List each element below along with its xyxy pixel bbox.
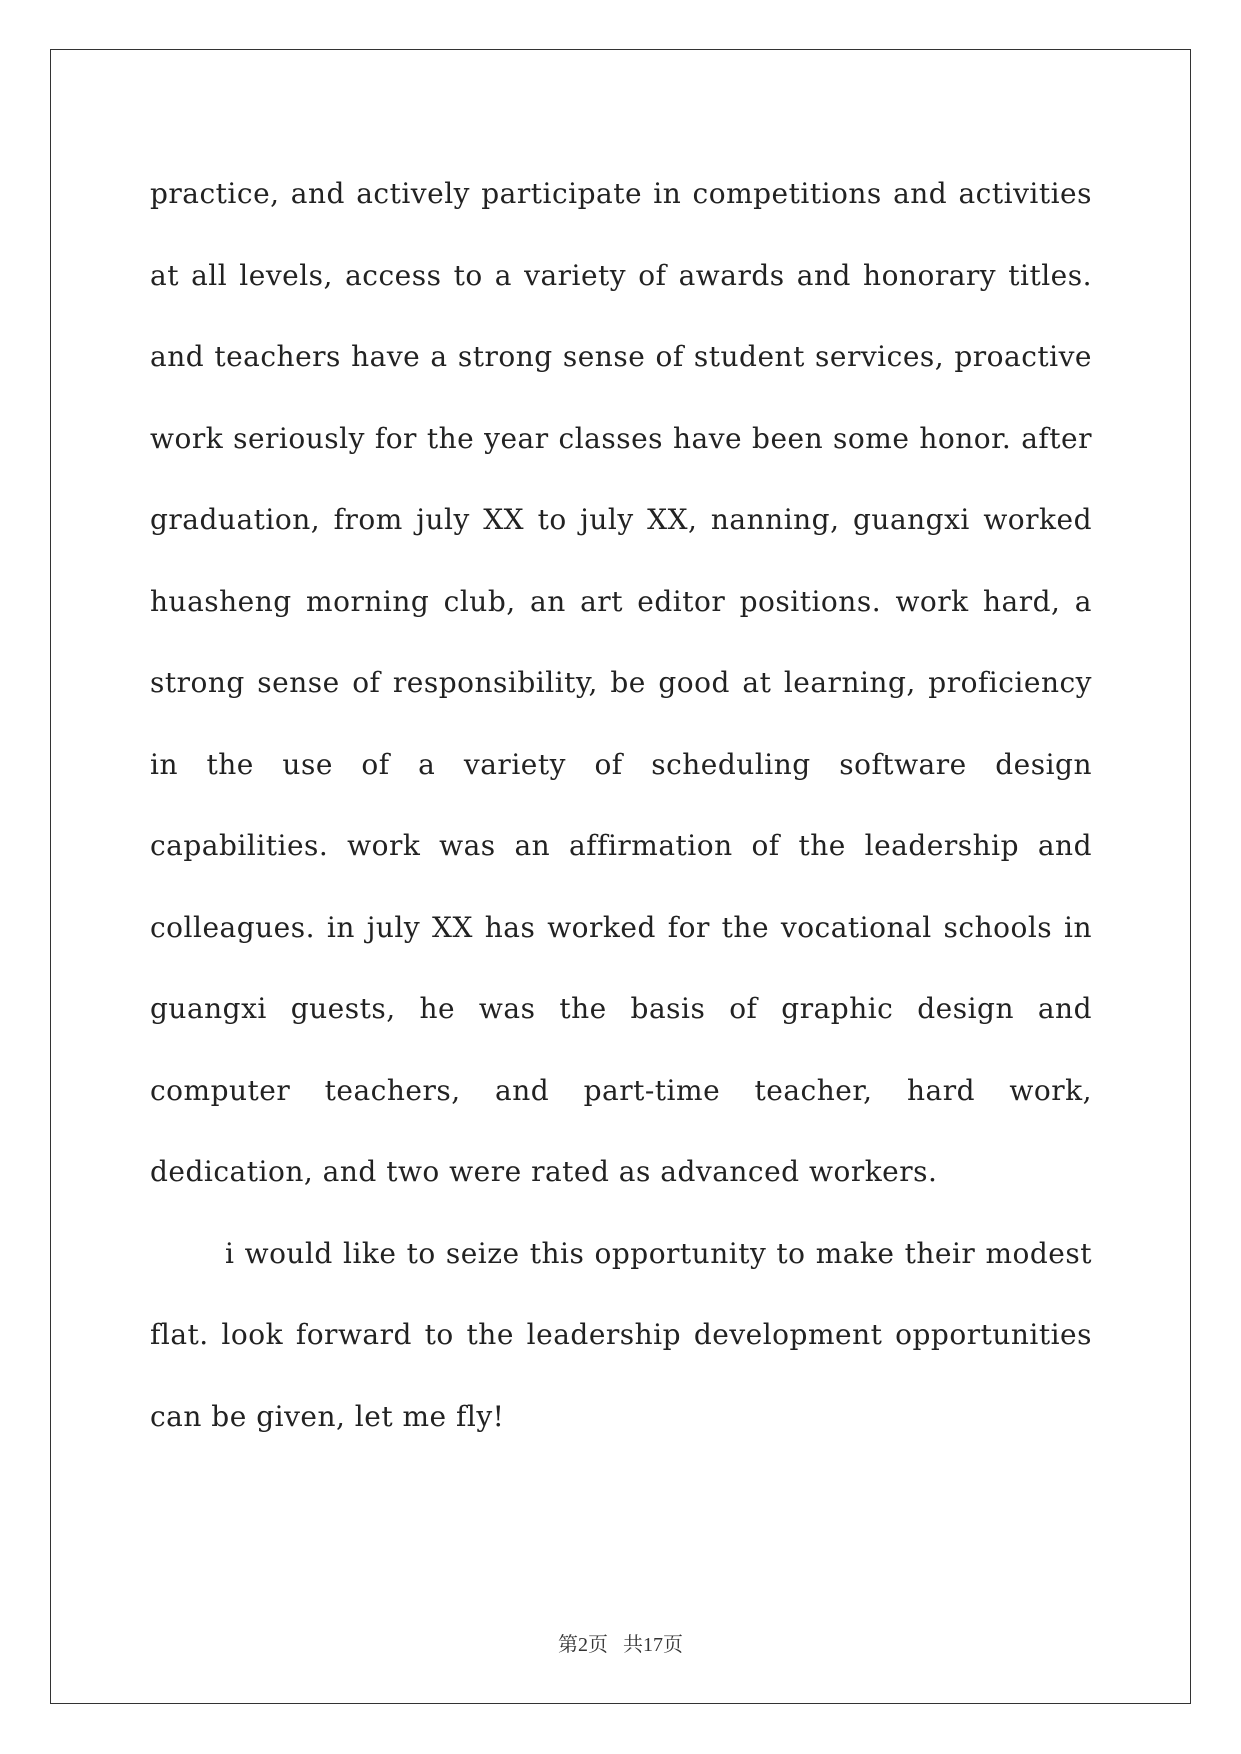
page-total: 共17页	[623, 1634, 683, 1656]
document-body	[150, 153, 1092, 1457]
page-number: 第2页	[558, 1634, 608, 1656]
page-footer	[0, 1628, 1241, 1657]
paragraph-1: practice, and actively participate in competitions and activities at all levels, access to a variety of awards and honorary titles. and teachers have a strong sense of student services, proactive work seriously for the year classes have been some honor. after graduation, from july XX to july XX, nanning, guangxi worked huasheng morning club, an art editor positions. work hard, a strong sense of responsibility, be good at learning, proficiency in the use of a variety of scheduling software design capabilities. work was an affirmation of the leadership and colleagues. in july XX has worked for the vocational schools in guangxi guests, he was the basis of graphic design and computer teachers, and part-time teacher, hard work, dedication, and two were rated as advanced workers.	[150, 177, 1092, 1188]
paragraph-2: i would like to seize this opportunity to make their modest flat. look forward to the leadership development opportunities can be given, let me fly!	[150, 1236, 1092, 1433]
